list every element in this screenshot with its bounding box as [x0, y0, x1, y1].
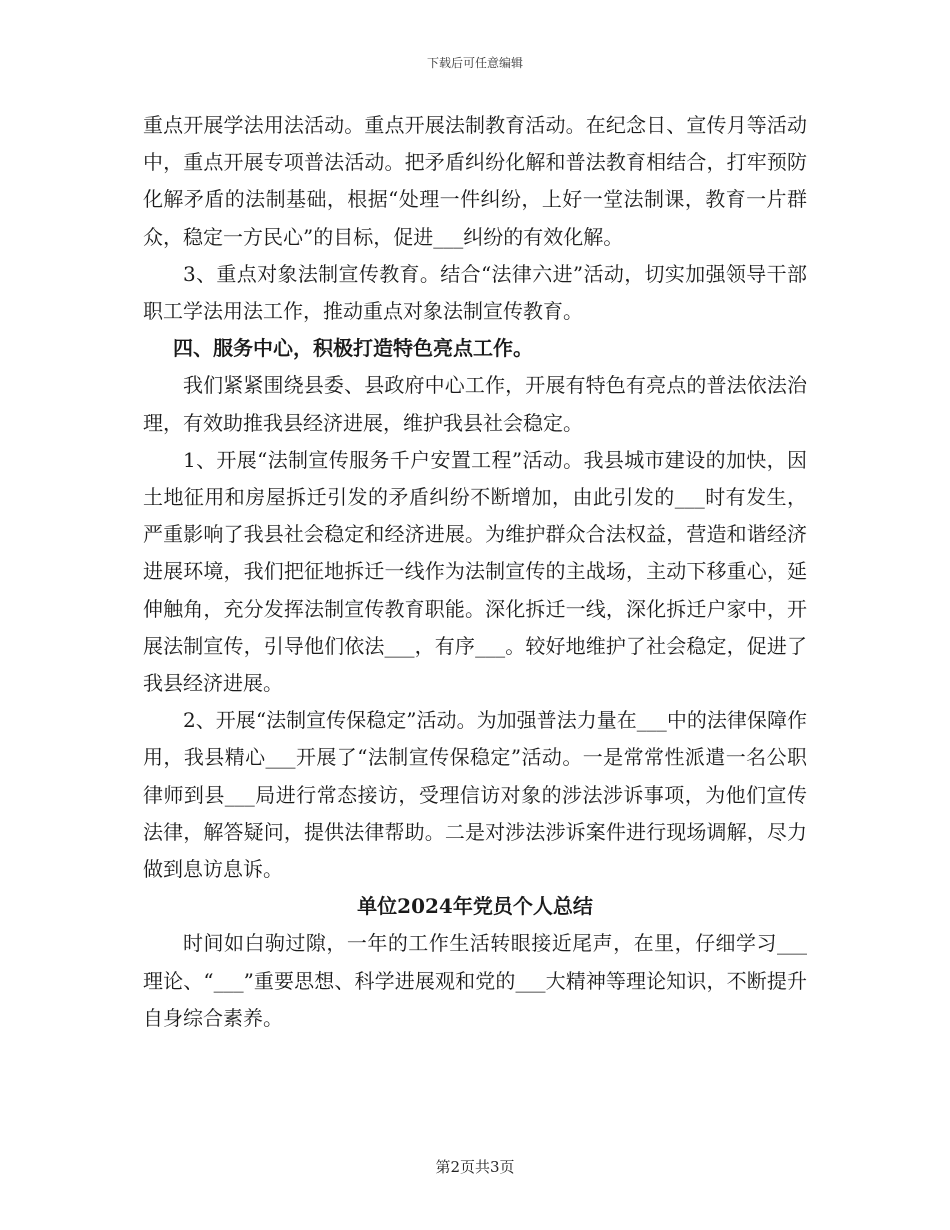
paragraph: 2、开展“法制宣传保稳定”活动。为加强普法力量在___中的法律保障作用，我县精心___开展了“法制宣传保稳定”活动。一是常常性派遣一名公职律师到县___局进行常态接访，受理信访对象的涉法涉诉事项，为他们宣传法律，解答疑问，提供法律帮助。二是对涉法涉诉案件进行现场调解，尽力做到息访息诉。 — [143, 708, 807, 882]
paragraph: 3、重点对象法制宣传教育。结合“法律六进”活动，切实加强领导干部职工学法用法工作，推动重点对象法制宣传教育。 — [143, 261, 807, 324]
paragraph: 我们紧紧围绕县委、县政府中心工作，开展有特色有亮点的普法依法治理，有效助推我县经济进展，维护我县社会稳定。 — [143, 373, 807, 435]
paragraph: 1、开展“法制宣传服务千户安置工程”活动。我县城市建设的加快，因土地征用和房屋拆迁引发的矛盾纠纷不断增加，由此引发的___时有发生，严重影响了我县社会稳定和经济进展。为维护群众合法权益，营造和谐经济进展环境，我们把征地拆迁一线作为法制宣传的主战场，主动下移重心，延伸触角，充分发挥法制宣传教育职能。深化拆迁一线，深化拆迁户家中，开展法制宣传，引导他们依法___，有序___。较好地维护了社会稳定，促进了我县经济进展。 — [143, 447, 807, 696]
document-title: 单位2024年党员个人总结 — [357, 894, 593, 919]
paragraph: 时间如白驹过隙，一年的工作生活转眼接近尾声，在里，仔细学习___理论、“___”重要思想、科学进展观和党的___大精神等理论知识，不断提升自身综合素养。 — [143, 931, 807, 1030]
page-number: 第2页共3页 — [435, 1158, 515, 1176]
paragraph: 重点开展学法用法活动。重点开展法制教育活动。在纪念日、宣传月等活动中，重点开展专项普法活动。把矛盾纠纷化解和普法教育相结合，打牢预防化解矛盾的法制基础，根据“处理一件纠纷，上好一堂法制课，教育一片群众，稳定一方民心”的目标，促进___纠纷的有效化解。 — [143, 113, 807, 249]
document-body — [143, 107, 807, 1037]
section-heading: 四、服务中心，积极打造特色亮点工作。 — [173, 336, 533, 361]
page-header-note: 下载后可任意编辑 — [426, 56, 523, 70]
